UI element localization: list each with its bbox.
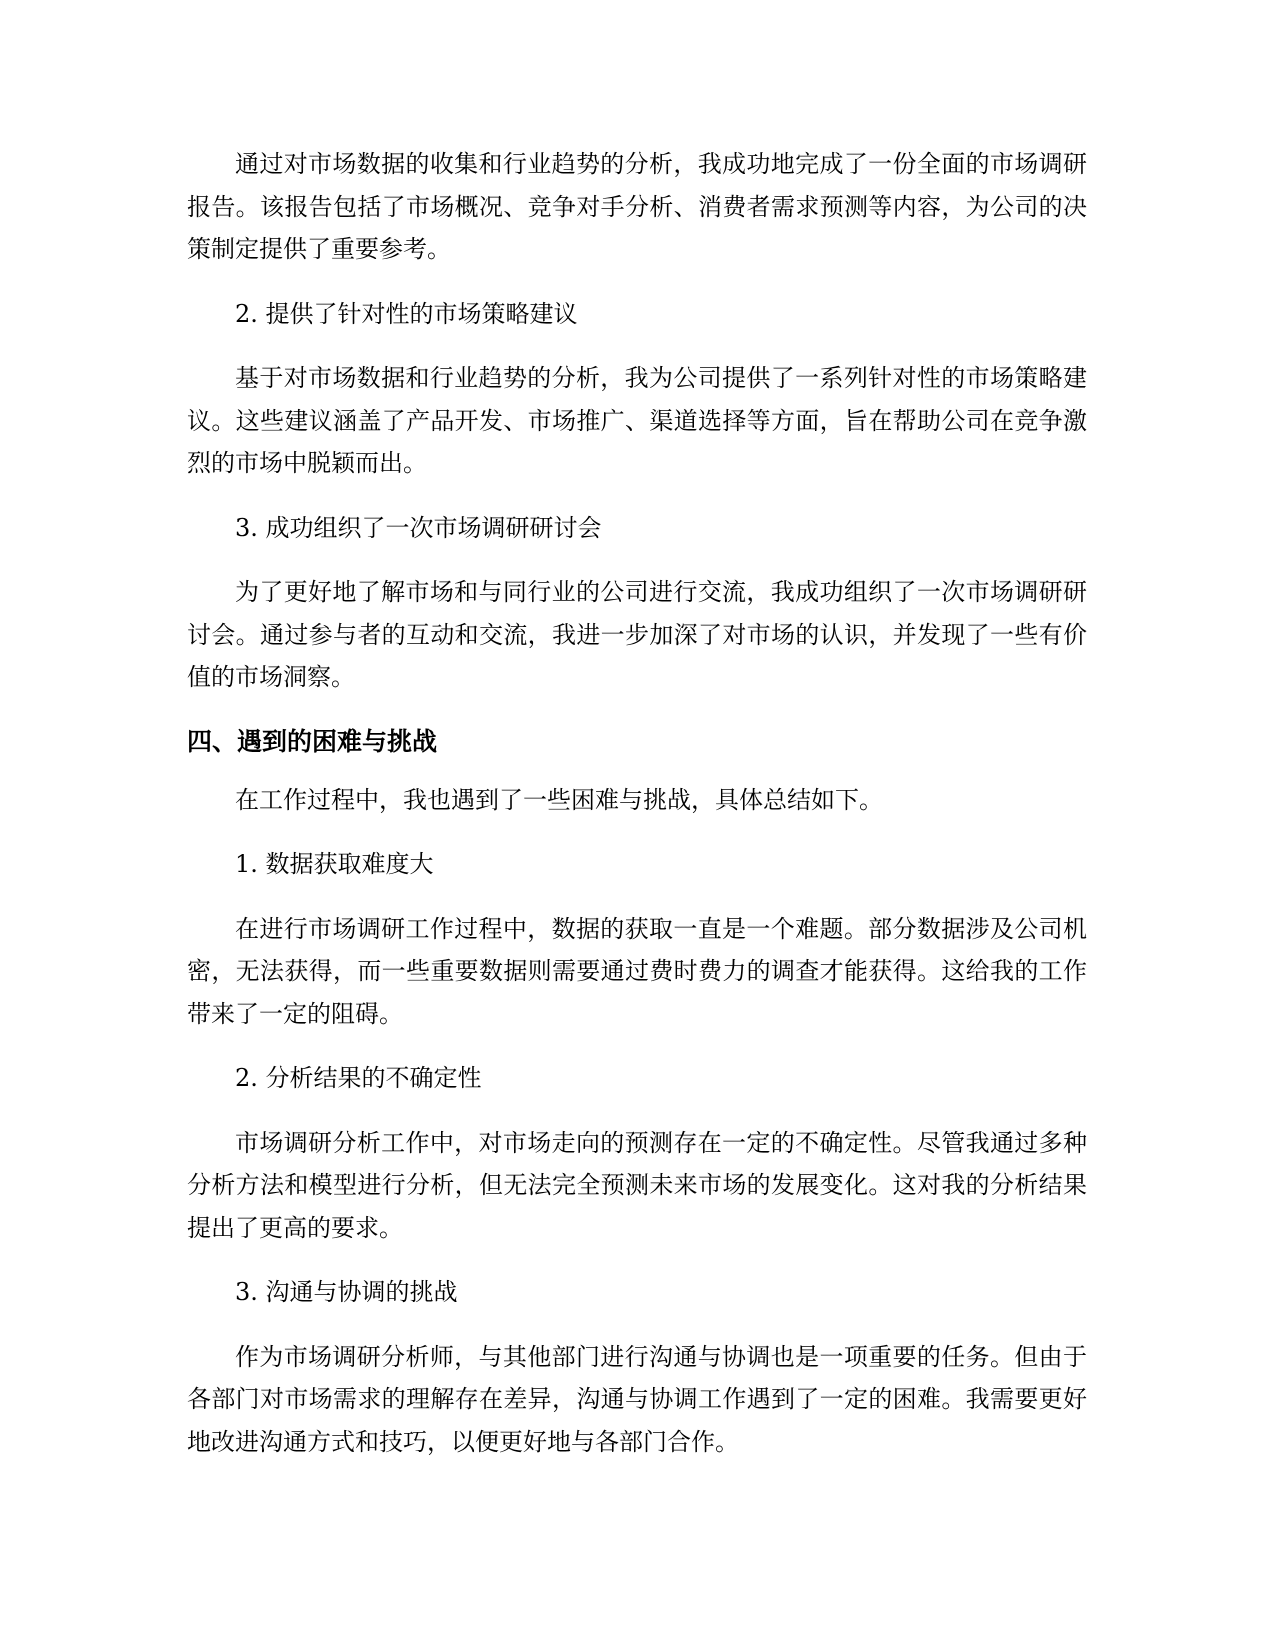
section-heading-challenges: 四、遇到的困难与挑战 bbox=[187, 726, 438, 756]
paragraph-communication: 作为市场调研分析师，与其他部门进行沟通与协调也是一项重要的任务。但由于各部门对市场需求的理解存在差异，沟通与协调工作遇到了一定的困难。我需要更好地改进沟通方式和技巧，以便更好地与各部门合作。 bbox=[187, 1342, 1087, 1456]
paragraph-challenges-intro: 在工作过程中，我也遇到了一些困难与挑战，具体总结如下。 bbox=[235, 785, 883, 814]
paragraph-seminar: 为了更好地了解市场和与同行业的公司进行交流，我成功组织了一次市场调研研讨会。通过参与者的互动和交流，我进一步加深了对市场的认识，并发现了一些有价值的市场洞察。 bbox=[187, 578, 1087, 691]
item-strategy-advice: 2. 提供了针对性的市场策略建议 bbox=[235, 299, 578, 328]
paragraph-uncertainty: 市场调研分析工作中，对市场走向的预测存在一定的不确定性。尽管我通过多种分析方法和模型进行分析，但无法完全预测未来市场的发展变化。这对我的分析结果提出了更高的要求。 bbox=[187, 1128, 1087, 1242]
paragraph-market-report: 通过对市场数据的收集和行业趋势的分析，我成功地完成了一份全面的市场调研报告。该报告包括了市场概况、竞争对手分析、消费者需求预测等内容，为公司的决策制定提供了重要参考。 bbox=[187, 150, 1087, 263]
paragraph-strategy-advice: 基于对市场数据和行业趋势的分析，我为公司提供了一系列针对性的市场策略建议。这些建议涵盖了产品开发、市场推广、渠道选择等方面，旨在帮助公司在竞争激烈的市场中脱颖而出。 bbox=[187, 364, 1087, 477]
document-body bbox=[187, 143, 1087, 1485]
item-uncertainty: 2. 分析结果的不确定性 bbox=[235, 1064, 482, 1092]
item-communication: 3. 沟通与协调的挑战 bbox=[235, 1278, 458, 1306]
item-data-difficulty: 1. 数据获取难度大 bbox=[235, 850, 434, 878]
paragraph-data-difficulty: 在进行市场调研工作过程中，数据的获取一直是一个难题。部分数据涉及公司机密，无法获得，而一些重要数据则需要通过费时费力的调查才能获得。这给我的工作带来了一定的阻碍。 bbox=[187, 914, 1087, 1028]
item-seminar: 3. 成功组织了一次市场调研研讨会 bbox=[235, 513, 602, 542]
